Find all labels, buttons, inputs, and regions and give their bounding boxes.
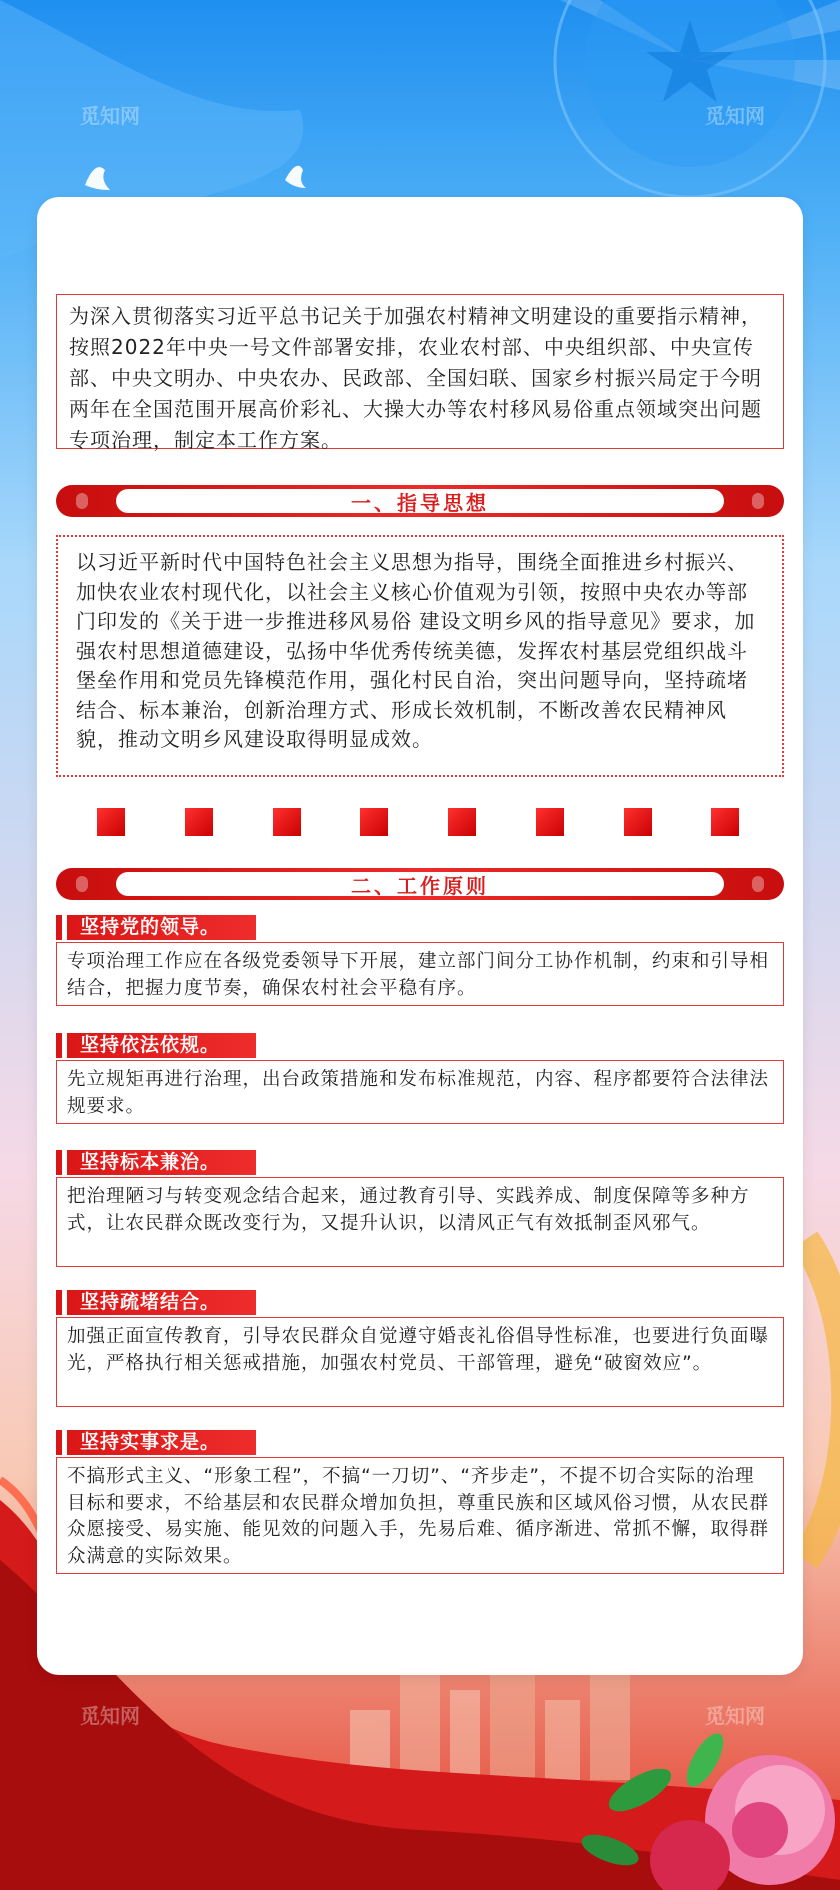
principle-body: 把治理陋习与转变观念结合起来，通过教育引导、实践养成、制度保障等多种方式，让农民群众既改变行为，又提升认识，以清风正气有效抵制歪风邪气。 [56, 1177, 784, 1267]
principle-body: 加强正面宣传教育，引导农民群众自觉遵守婚丧礼俗倡导性标准，也要进行负面曝光，严格执行相关惩戒措施，加强农村党员、干部管理，避免“破窗效应”。 [56, 1317, 784, 1407]
principle-heading: 坚持标本兼治。 [56, 1150, 256, 1175]
golden-arc [805, 1240, 840, 1560]
principle-body: 专项治理工作应在各级党委领导下开展，建立部门间分工协作机制，约束和引导相结合，把握力度节奏，确保农村社会平稳有序。 [56, 942, 784, 1006]
banner-inner [116, 872, 724, 896]
content-card [37, 197, 803, 1675]
section-title: 二、工作原则 [351, 873, 489, 898]
square-icon [711, 808, 739, 836]
banner-cap [76, 876, 88, 892]
square-icon [536, 808, 564, 836]
section-banner [56, 485, 784, 517]
section-banner [56, 868, 784, 900]
square-icon [624, 808, 652, 836]
watermark: 觅知网 [705, 1704, 765, 1728]
banner-cap [752, 493, 764, 509]
principle-heading: 坚持实事求是。 [56, 1430, 256, 1455]
watermark: 觅知网 [80, 104, 140, 128]
principle-body: 不搞形式主义、“形象工程”，不搞“一刀切”、“齐步走”，不提不切合实际的治理目标和要求，不给基层和农民群众增加负担，尊重民族和区域风俗习惯，从农民群众愿接受、易实施、能见效的问题入手，先易后难、循序渐进、常抓不懈，取得群众满意的实际效果。 [56, 1457, 784, 1574]
square-icon [185, 808, 213, 836]
watermark: 觅知网 [80, 1704, 140, 1728]
principle-heading: 坚持党的领导。 [56, 915, 256, 940]
square-icon [97, 808, 125, 836]
section-title: 一、指导思想 [351, 490, 489, 515]
decorative-squares [97, 808, 747, 836]
square-icon [360, 808, 388, 836]
square-icon [448, 808, 476, 836]
banner-cap [76, 493, 88, 509]
principle-body: 先立规矩再进行治理，出台政策措施和发布标准规范，内容、程序都要符合法律法规要求。 [56, 1060, 784, 1124]
guiding-ideology-paragraph: 以习近平新时代中国特色社会主义思想为指导，围绕全面推进乡村振兴、加快农业农村现代化，以社会主义核心价值观为引领，按照中央农办等部门印发的《关于进一步推进移风易俗 建设文明乡风的指导意见》要求，加强农村思想道德建设，弘扬中华优秀传统美德，发挥农村基层党组织战斗堡垒作用和党员先锋模范作用，强化村民自治，突出问题导向，坚持疏堵结合、标本兼治，创新治理方式、形成长效机制，不断改善农民精神风貌，推动文明乡风建设取得明显成效。 [56, 535, 784, 777]
banner-cap [752, 876, 764, 892]
banner-inner [116, 489, 724, 513]
principle-heading: 坚持疏堵结合。 [56, 1290, 256, 1315]
intro-paragraph: 为深入贯彻落实习近平总书记关于加强农村精神文明建设的重要指示精神，按照2022年中央一号文件部署安排，农业农村部、中央组织部、中央宣传部、中央文明办、中央农办、民政部、全国妇联、国家乡村振兴局定于今明两年在全国范围开展高价彩礼、大操大办等农村移风易俗重点领域突出问题专项治理，制定本工作方案。 [56, 294, 784, 449]
principle-heading: 坚持依法依规。 [56, 1033, 256, 1058]
watermark: 觅知网 [705, 104, 765, 128]
square-icon [273, 808, 301, 836]
